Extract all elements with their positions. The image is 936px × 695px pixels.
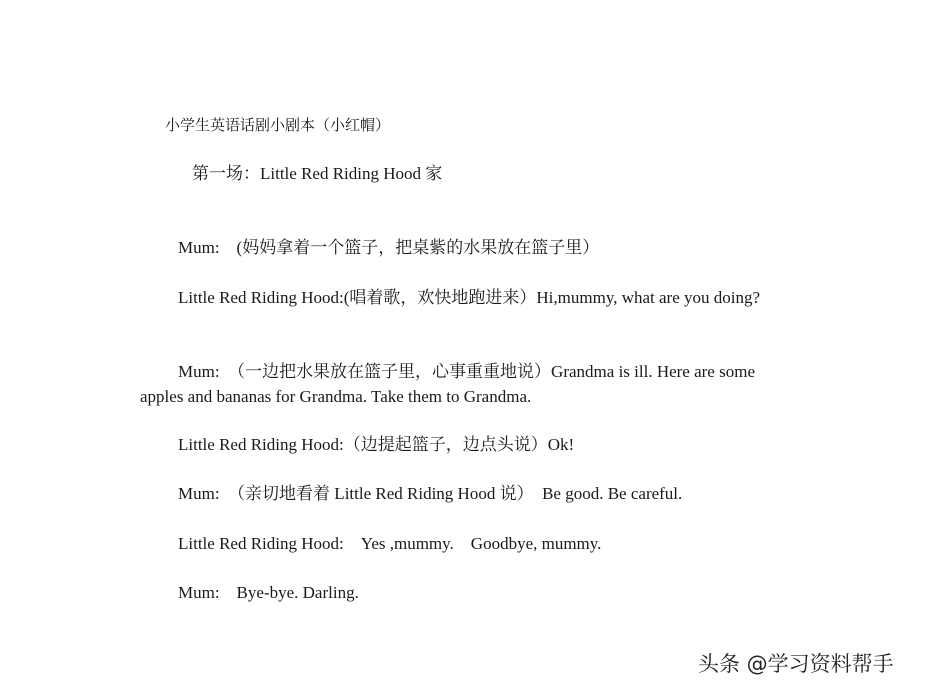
dialogue-paragraph: Mum: (妈妈拿着一个篮子，把桌紫的水果放在篮子里） xyxy=(178,238,600,257)
dialogue-paragraph: Mum: （一边把水果放在篮子里，心事重重地说）Grandma is ill. Here are some apples and bananas for Grandma. Take them to Grandma. xyxy=(140,362,755,406)
dialogue-paragraph: Mum: （亲切地看着 Little Red Riding Hood 说） Be good. Be careful. xyxy=(178,484,683,503)
dialogue-paragraph: Little Red Riding Hood: Yes ,mummy. Goodbye, mummy. xyxy=(178,534,602,553)
dialogue-paragraph: Little Red Riding Hood:(唱着歌，欢快地跑进来）Hi,mummy, what are you doing? xyxy=(178,288,761,307)
document-title: 小学生英语话剧小剧本（小红帽） xyxy=(165,118,391,134)
dialogue-paragraph: Mum: Bye-bye. Darling. xyxy=(178,583,359,602)
dialogue-paragraph: Little Red Riding Hood:（边提起篮子，边点头说）Ok! xyxy=(178,435,575,454)
scene-heading: 第一场：Little Red Riding Hood 家 xyxy=(192,164,443,183)
watermark-text: 头条 @学习资料帮手 xyxy=(698,652,894,676)
